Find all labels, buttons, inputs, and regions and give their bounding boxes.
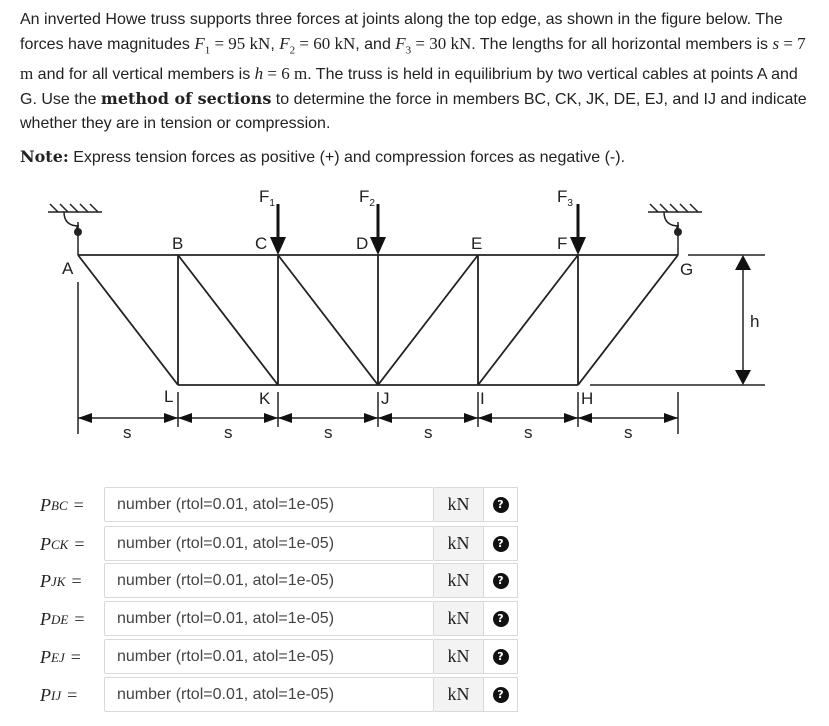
answer-input-ij[interactable]: number (rtol=0.01, atol=1e-05) — [104, 677, 434, 712]
help-button-de[interactable] — [484, 601, 518, 636]
answer-row-ck — [28, 526, 518, 563]
answer-row-ej — [28, 639, 518, 676]
joint-label-g: G — [680, 260, 694, 279]
answer-input-ej[interactable]: number (rtol=0.01, atol=1e-05) — [104, 639, 434, 674]
note — [20, 145, 625, 170]
help-icon: ? — [493, 649, 509, 665]
joint-label-e: E — [471, 234, 483, 253]
answer-unit-bc: kN — [434, 487, 484, 522]
problem-text: An inverted Howe truss supports three forces at joints along the top edge, as shown in the figure below. The forces have magnitudes — [20, 11, 783, 53]
answer-input-de[interactable]: number (rtol=0.01, atol=1e-05) — [104, 601, 434, 636]
joint-label-c: C — [255, 234, 268, 253]
answer-label-ej: P EJ = — [40, 647, 81, 667]
joint-label-i: I — [480, 389, 485, 408]
answer-label-ck: P CK = — [40, 534, 85, 554]
h-value: = 6 m — [263, 64, 308, 84]
joint-label-j: J — [381, 389, 390, 408]
answer-input-ck[interactable]: number (rtol=0.01, atol=1e-05) — [104, 526, 434, 561]
force-label-f1: $F_1$ — [259, 187, 275, 209]
f2-value: = 60 kN — [295, 34, 356, 53]
help-button-jk[interactable] — [484, 563, 518, 598]
height-label: h — [750, 312, 760, 331]
answer-input-jk[interactable]: number (rtol=0.01, atol=1e-05) — [104, 563, 434, 598]
help-icon: ? — [493, 536, 509, 552]
answer-label-bc: P BC = — [40, 495, 84, 515]
help-icon: ? — [493, 687, 509, 703]
span-label-1: s — [123, 423, 132, 442]
h-symbol: h — [254, 64, 264, 84]
truss-members — [78, 255, 678, 385]
joint-label-f: F — [557, 234, 568, 253]
span-label-6: s — [624, 423, 633, 442]
f3-symbol: $F_3$ — [395, 34, 412, 57]
f2-symbol: $F_2$ — [279, 34, 296, 57]
help-button-ck[interactable] — [484, 526, 518, 561]
joint-label-l: L — [164, 387, 174, 406]
span-label-3: s — [324, 423, 333, 442]
span-label-5: s — [524, 423, 533, 442]
help-button-ij[interactable] — [484, 677, 518, 712]
s-symbol: s — [772, 34, 780, 53]
force-label-f3: $F_3$ — [557, 187, 573, 209]
answer-label-jk: P JK = — [40, 571, 82, 591]
help-icon: ? — [493, 573, 509, 589]
height-arrow-top — [735, 255, 751, 270]
answer-input-bc[interactable]: number (rtol=0.01, atol=1e-05) — [104, 487, 434, 522]
answer-row-bc — [28, 487, 518, 524]
force-arrows — [270, 204, 586, 255]
help-button-ej[interactable] — [484, 639, 518, 674]
height-arrow-bottom — [735, 370, 751, 385]
joint-label-b: B — [172, 234, 184, 253]
joint-label-d: D — [356, 234, 369, 253]
cable-pin-right — [674, 228, 682, 236]
span-label-2: s — [224, 423, 233, 442]
answer-row-ij — [28, 677, 518, 714]
s-value: = 7 m — [20, 34, 806, 84]
answer-row-de — [28, 601, 518, 638]
answer-label-de: P DE = — [40, 609, 85, 629]
answer-unit-ej: kN — [434, 639, 484, 674]
method-emphasis: method of sections — [100, 89, 272, 109]
problem-statement: An inverted Howe truss supports three forces at joints along the top edge, as shown in the figure below. The forces have magnitudes $F_1 = 95$ kN, $F_2 = 60$ kN, and $F_3 = 30$ kN. The lengths for all horizontal members is s = 7 m and for all vertical members is h = 6 m. The truss is held in equilibrium by two vertical cables at points A and G. Use the method of sections to determine the force in members BC, CK, JK, DE, EJ, and IJ and indicate whether they are in tension or compression. — [20, 11, 807, 133]
force-label-f2: $F_2$ — [359, 187, 375, 209]
help-button-bc[interactable] — [484, 487, 518, 522]
f1-value: = 95 kN — [210, 34, 271, 53]
note-text: Express tension forces as positive (+) and compression forces as negative (-). — [68, 149, 626, 166]
joint-label-k: K — [259, 389, 271, 408]
answer-unit-ij: kN — [434, 677, 484, 712]
answer-unit-de: kN — [434, 601, 484, 636]
joint-label-a: A — [62, 259, 74, 278]
answer-label-ij: P IJ = — [40, 685, 78, 705]
f1-symbol: $F_1$ — [194, 34, 211, 57]
answer-row-jk — [28, 563, 518, 600]
note-label: Note: — [20, 147, 69, 166]
help-icon: ? — [493, 611, 509, 627]
cable-pin-left — [74, 228, 82, 236]
answer-unit-ck: kN — [434, 526, 484, 561]
f3-value: = 30 kN — [411, 34, 472, 53]
truss-figure — [30, 182, 770, 444]
span-label-4: s — [424, 423, 433, 442]
joint-label-h: H — [581, 389, 594, 408]
height-dimension — [590, 255, 765, 385]
help-icon: ? — [493, 497, 509, 513]
answer-unit-jk: kN — [434, 563, 484, 598]
